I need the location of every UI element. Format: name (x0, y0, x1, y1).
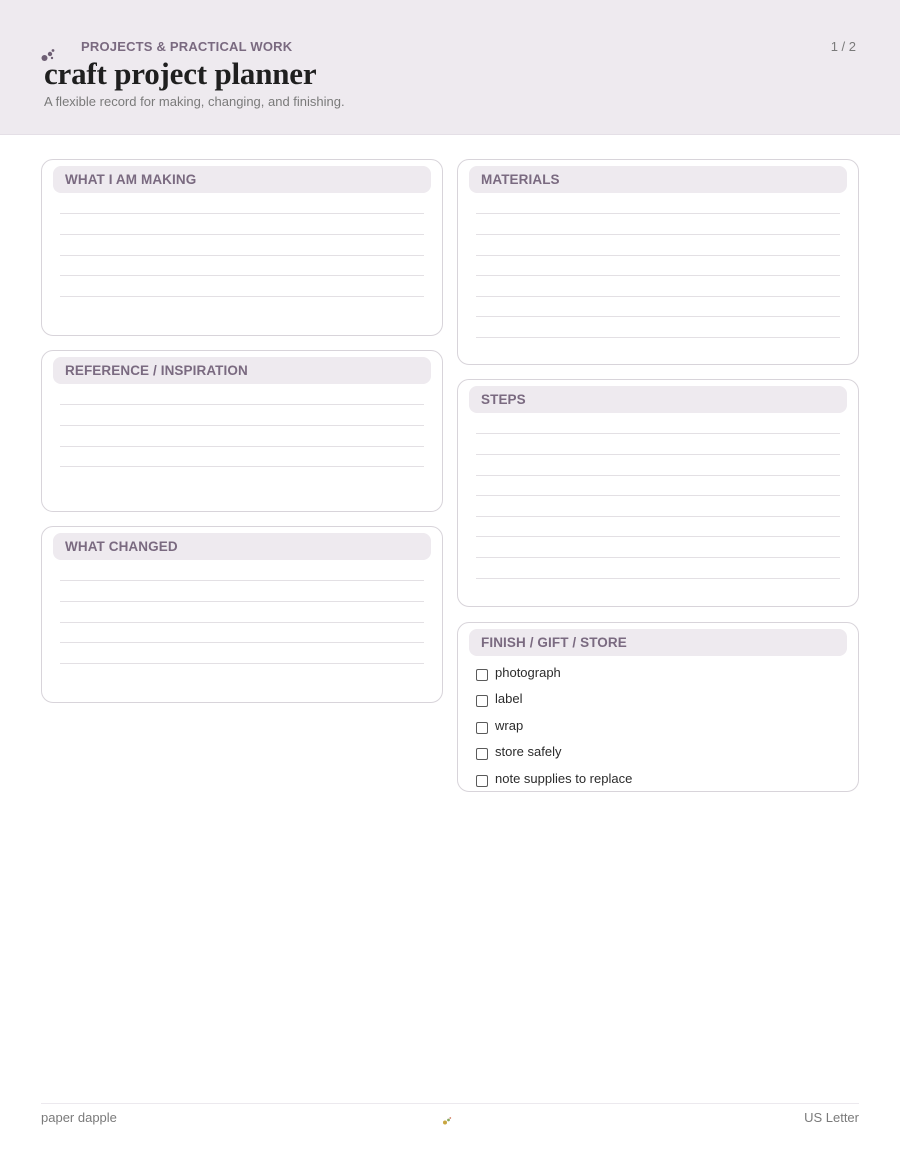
writing-line[interactable] (476, 296, 840, 297)
steps-heading: STEPS (469, 386, 847, 413)
reference-card (41, 350, 443, 512)
writing-line[interactable] (476, 475, 840, 476)
checkbox[interactable] (476, 748, 488, 760)
writing-line[interactable] (60, 404, 424, 405)
writing-line[interactable] (476, 516, 840, 517)
checkbox[interactable] (476, 669, 488, 681)
checklist-item-label: wrap (495, 718, 524, 733)
writing-line[interactable] (60, 663, 424, 664)
what-changed-heading: WHAT CHANGED (53, 533, 431, 560)
writing-line[interactable] (476, 275, 840, 276)
what-changed-card (41, 526, 443, 703)
writing-line[interactable] (60, 213, 424, 214)
footer-brand: paper dapple (41, 1110, 117, 1125)
writing-line[interactable] (60, 446, 424, 447)
page-header (0, 0, 900, 135)
checkbox[interactable] (476, 695, 488, 707)
writing-line[interactable] (476, 454, 840, 455)
writing-line[interactable] (476, 255, 840, 256)
checklist-item-label: note supplies to replace (495, 771, 633, 786)
writing-line[interactable] (60, 255, 424, 256)
writing-line[interactable] (60, 296, 424, 297)
finish-card (457, 622, 859, 792)
checkbox[interactable] (476, 775, 488, 787)
writing-line[interactable] (60, 601, 424, 602)
writing-line[interactable] (60, 642, 424, 643)
writing-line[interactable] (476, 495, 840, 496)
writing-line[interactable] (476, 578, 840, 579)
writing-line[interactable] (476, 234, 840, 235)
writing-line[interactable] (476, 213, 840, 214)
category-label: PROJECTS & PRACTICAL WORK (81, 39, 293, 54)
writing-line[interactable] (476, 536, 840, 537)
footer-divider (41, 1103, 859, 1104)
reference-heading: REFERENCE / INSPIRATION (53, 357, 431, 384)
writing-line[interactable] (476, 316, 840, 317)
page-title: craft project planner (44, 56, 317, 91)
writing-line[interactable] (476, 557, 840, 558)
checklist-item-label: photograph (495, 665, 561, 680)
finish-heading: FINISH / GIFT / STORE (469, 629, 847, 656)
writing-line[interactable] (476, 433, 840, 434)
writing-line[interactable] (476, 337, 840, 338)
checklist-item-label: label (495, 691, 523, 706)
paper-size-label: US Letter (804, 1110, 859, 1125)
what-making-card (41, 159, 443, 336)
writing-line[interactable] (60, 275, 424, 276)
page-subtitle: A flexible record for making, changing, and finishing. (44, 94, 345, 109)
steps-card (457, 379, 859, 607)
materials-card (457, 159, 859, 365)
writing-line[interactable] (60, 466, 424, 467)
page-number: 1 / 2 (830, 39, 856, 54)
writing-line[interactable] (60, 425, 424, 426)
materials-heading: MATERIALS (469, 166, 847, 193)
writing-line[interactable] (60, 622, 424, 623)
checklist-item-label: store safely (495, 744, 562, 759)
writing-line[interactable] (60, 580, 424, 581)
what-making-heading: WHAT I AM MAKING (53, 166, 431, 193)
dapple-mark-icon (442, 1116, 452, 1126)
checkbox[interactable] (476, 722, 488, 734)
writing-line[interactable] (60, 234, 424, 235)
